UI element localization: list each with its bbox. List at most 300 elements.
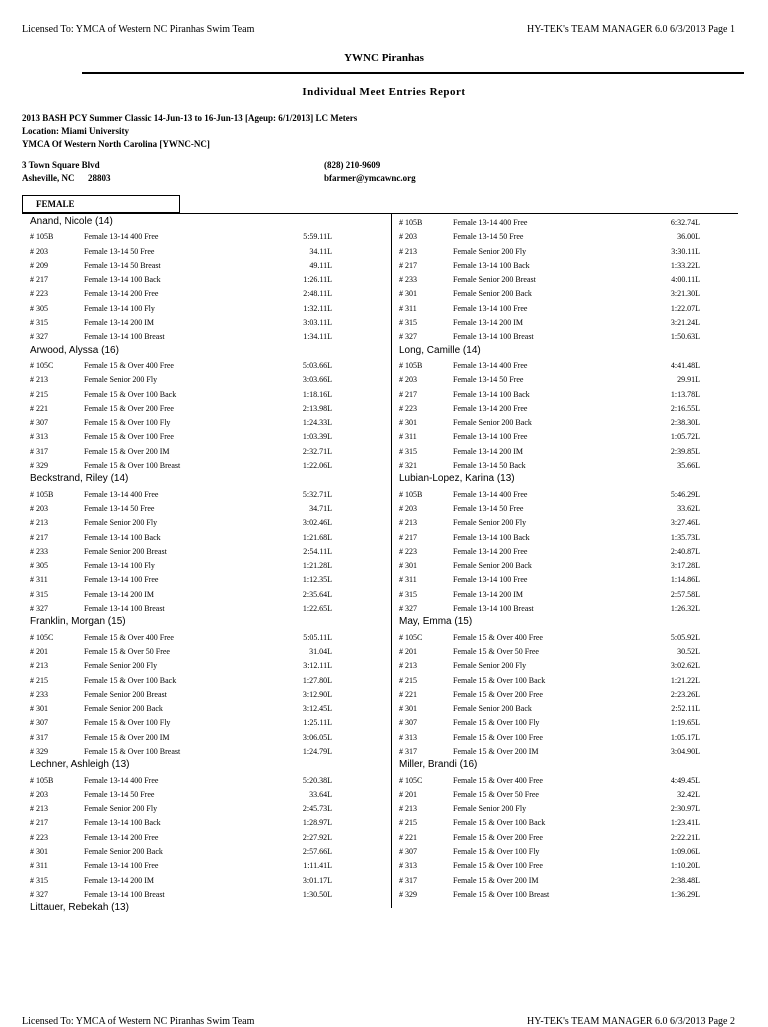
event-number: # 305: [30, 303, 48, 313]
entry-time: 2:32.71L: [302, 446, 332, 456]
event-name: Female 13-14 200 IM: [84, 589, 154, 599]
event-number: # 203: [399, 375, 417, 385]
event-number: # 301: [399, 289, 417, 299]
entry-time: 1:19.65L: [670, 718, 700, 728]
team-name: YWNC Piranhas: [344, 52, 424, 64]
swimmer-name: May, Emma (15): [399, 616, 473, 628]
entry-time: 1:18.16L: [302, 389, 332, 399]
event-name: Female 13-14 200 IM: [453, 446, 523, 456]
entry-row: [22, 859, 332, 873]
event-name: Female 13-14 200 Free: [453, 403, 528, 413]
event-number: # 203: [30, 246, 48, 256]
entry-time: 1:35.73L: [670, 532, 700, 542]
entry-row: [391, 631, 700, 645]
event-name: Female 13-14 50 Back: [453, 461, 526, 471]
event-number: # 233: [30, 546, 48, 556]
entry-time: 1:21.22L: [670, 675, 700, 685]
entry-time: 2:22.21L: [670, 832, 700, 842]
event-name: Female 15 & Over 200 IM: [84, 446, 170, 456]
entry-row: [22, 302, 332, 316]
event-number: # 327: [30, 889, 48, 899]
event-name: Female Senior 200 Back: [84, 847, 163, 857]
entry-time: 5:46.29L: [670, 489, 700, 499]
swimmer-name: Franklin, Morgan (15): [30, 616, 126, 628]
entry-time: 1:14.86L: [670, 575, 700, 585]
entry-time: 3:06.05L: [302, 732, 332, 742]
event-name: Female 15 & Over 200 Free: [84, 403, 174, 413]
entry-row: [22, 287, 332, 301]
swimmer-name: Miller, Brandi (16): [399, 759, 478, 771]
event-number: # 233: [30, 689, 48, 699]
event-name: Female 15 & Over 100 Back: [84, 675, 177, 685]
entry-row: [22, 845, 332, 859]
entry-time: 31.04L: [309, 646, 332, 656]
entry-time: 3:03.66L: [302, 375, 332, 385]
event-name: Female 13-14 200 IM: [84, 875, 154, 885]
event-number: # 105C: [30, 632, 54, 642]
entry-time: 2:48.11L: [303, 289, 332, 299]
event-number: # 311: [399, 303, 417, 313]
entry-time: 2:16.55L: [670, 403, 700, 413]
event-name: Female 13-14 400 Free: [84, 232, 159, 242]
entry-row: [22, 245, 332, 259]
entry-row: [391, 888, 700, 902]
entry-row: [391, 859, 700, 873]
entry-time: 2:39.85L: [670, 446, 700, 456]
entry-time: 2:13.98L: [302, 403, 332, 413]
entry-time: 5:05.11L: [303, 632, 332, 642]
event-number: # 327: [30, 332, 48, 342]
entry-time: 1:05.72L: [670, 432, 700, 442]
event-number: # 221: [399, 832, 417, 842]
event-name: Female Senior 200 Back: [453, 561, 532, 571]
entry-time: 2:35.64L: [302, 589, 332, 599]
event-name: Female Senior 200 Breast: [84, 689, 167, 699]
event-number: # 215: [30, 389, 48, 399]
event-name: Female Senior 200 Fly: [453, 246, 527, 256]
entry-row: [391, 445, 700, 459]
entry-time: 3:27.46L: [670, 518, 700, 528]
event-number: # 315: [399, 446, 417, 456]
event-name: Female 15 & Over 400 Free: [453, 775, 543, 785]
header-license: Licensed To: YMCA of Western NC Piranhas Swim Team: [22, 24, 255, 35]
entry-time: 1:05.17L: [670, 732, 700, 742]
event-number: # 203: [399, 232, 417, 242]
entry-row: [22, 716, 332, 730]
entry-row: [22, 502, 332, 516]
event-name: Female 13-14 100 Breast: [84, 889, 165, 899]
event-number: # 307: [399, 847, 417, 857]
event-name: Female 15 & Over 400 Free: [453, 632, 543, 642]
entry-time: 1:23.41L: [670, 818, 700, 828]
entry-row: [391, 831, 700, 845]
swimmer-header: [391, 759, 700, 773]
entry-time: 2:23.26L: [670, 689, 700, 699]
entry-time: 5:03.66L: [302, 360, 332, 370]
event-number: # 301: [399, 704, 417, 714]
entry-time: 1:33.22L: [670, 260, 700, 270]
event-number: # 201: [399, 789, 417, 799]
entry-time: 2:27.92L: [302, 832, 332, 842]
event-number: # 217: [399, 532, 417, 542]
entry-row: [22, 573, 332, 587]
event-name: Female 13-14 100 Free: [84, 861, 159, 871]
entry-time: 3:03.11L: [303, 318, 332, 328]
event-name: Female 15 & Over 100 Fly: [453, 718, 540, 728]
entry-time: 1:11.41L: [303, 861, 332, 871]
entry-time: 5:32.71L: [302, 489, 332, 499]
event-number: # 315: [30, 318, 48, 328]
entry-row: [22, 445, 332, 459]
entry-time: 5:59.11L: [303, 232, 332, 242]
event-number: # 217: [30, 818, 48, 828]
event-number: # 311: [30, 861, 48, 871]
event-number: # 317: [399, 875, 417, 885]
entry-row: [22, 659, 332, 673]
event-number: # 213: [399, 518, 417, 528]
event-name: Female Senior 200 Fly: [84, 375, 158, 385]
entry-time: 1:22.07L: [670, 303, 700, 313]
entry-row: [22, 330, 332, 344]
entry-time: 32.42L: [677, 789, 700, 799]
entry-row: [22, 888, 332, 902]
entry-time: 2:57.58L: [670, 589, 700, 599]
event-name: Female 13-14 100 Free: [453, 432, 528, 442]
entry-time: 2:57.66L: [302, 847, 332, 857]
event-number: # 105C: [399, 632, 423, 642]
event-name: Female 13-14 200 Free: [453, 546, 528, 556]
entry-row: [391, 559, 700, 573]
event-name: Female 15 & Over 50 Free: [84, 646, 170, 656]
entry-row: [391, 287, 700, 301]
event-name: Female 15 & Over 50 Free: [453, 646, 539, 656]
entry-row: [391, 230, 700, 244]
event-number: # 313: [399, 732, 417, 742]
entry-row: [391, 745, 700, 759]
event-name: Female Senior 200 Back: [453, 418, 532, 428]
event-number: # 201: [30, 646, 48, 656]
event-name: Female 13-14 100 Back: [453, 389, 530, 399]
event-name: Female Senior 200 Back: [453, 704, 532, 714]
event-name: Female 13-14 200 IM: [453, 318, 523, 328]
event-name: Female Senior 200 Fly: [453, 518, 527, 528]
event-name: Female Senior 200 Fly: [84, 804, 158, 814]
event-name: Female 13-14 100 Breast: [84, 604, 165, 614]
event-number: # 315: [30, 589, 48, 599]
event-number: # 213: [30, 804, 48, 814]
entry-row: [22, 645, 332, 659]
event-number: # 317: [30, 732, 48, 742]
entry-time: 1:12.35L: [302, 575, 332, 585]
event-number: # 321: [399, 461, 417, 471]
swimmer-name: Littauer, Rebekah (13): [30, 902, 129, 914]
entry-row: [22, 688, 332, 702]
event-name: Female 13-14 100 Back: [84, 275, 161, 285]
entry-row: [22, 745, 332, 759]
entry-time: 1:26.11L: [303, 275, 332, 285]
entry-time: 1:28.97L: [302, 818, 332, 828]
entry-time: 3:02.46L: [302, 518, 332, 528]
swimmer-header: [391, 345, 700, 359]
event-number: # 317: [30, 446, 48, 456]
event-name: Female 13-14 100 Fly: [84, 561, 155, 571]
event-name: Female 13-14 400 Free: [84, 489, 159, 499]
event-number: # 327: [30, 604, 48, 614]
address-city: Asheville, NC 28803: [22, 173, 111, 183]
swimmer-name: Lechner, Ashleigh (13): [30, 759, 130, 771]
entry-row: [22, 874, 332, 888]
event-number: # 315: [30, 875, 48, 885]
event-number: # 311: [30, 575, 48, 585]
event-name: Female 15 & Over 100 Free: [453, 732, 543, 742]
entry-time: 1:24.33L: [302, 418, 332, 428]
event-name: Female 15 & Over 200 Free: [453, 832, 543, 842]
entry-row: [391, 488, 700, 502]
entry-time: 34.71L: [309, 503, 332, 513]
event-number: # 213: [30, 661, 48, 671]
event-name: Female 15 & Over 100 Breast: [453, 889, 550, 899]
event-number: # 215: [30, 675, 48, 685]
left-column: [22, 216, 332, 917]
section-separator: [22, 213, 738, 214]
event-name: Female 15 & Over 100 Breast: [84, 746, 181, 756]
swimmer-name: Long, Camille (14): [399, 344, 481, 356]
event-number: # 209: [30, 260, 48, 270]
event-name: Female 15 & Over 100 Back: [453, 818, 546, 828]
entry-time: 34.11L: [309, 246, 332, 256]
event-name: Female 15 & Over 100 Fly: [84, 718, 171, 728]
entry-time: 2:54.11L: [303, 546, 332, 556]
event-number: # 221: [399, 689, 417, 699]
entry-time: 1:03.39L: [302, 432, 332, 442]
entry-row: [22, 402, 332, 416]
entry-row: [22, 359, 332, 373]
entry-time: 1:24.79L: [302, 746, 332, 756]
entry-time: 1:36.29L: [670, 889, 700, 899]
entry-time: 1:21.68L: [302, 532, 332, 542]
event-number: # 213: [30, 518, 48, 528]
event-number: # 301: [399, 418, 417, 428]
entry-time: 1:27.80L: [302, 675, 332, 685]
event-number: # 213: [30, 375, 48, 385]
swimmer-name: Beckstrand, Riley (14): [30, 473, 129, 485]
entry-row: [22, 259, 332, 273]
event-name: Female 13-14 200 Free: [84, 832, 159, 842]
event-number: # 329: [30, 461, 48, 471]
entry-time: 3:01.17L: [302, 875, 332, 885]
entry-row: [22, 230, 332, 244]
event-name: Female 13-14 50 Free: [84, 503, 155, 513]
entry-row: [391, 688, 700, 702]
entry-row: [22, 545, 332, 559]
event-number: # 315: [399, 589, 417, 599]
event-number: # 217: [30, 275, 48, 285]
entry-row: [22, 559, 332, 573]
event-number: # 301: [30, 704, 48, 714]
event-number: # 313: [399, 861, 417, 871]
swimmer-header: [22, 216, 332, 230]
event-number: # 213: [399, 246, 417, 256]
entry-row: [22, 674, 332, 688]
team-address: [22, 159, 111, 185]
entry-time: 29.91L: [677, 375, 700, 385]
event-name: Female 13-14 400 Free: [84, 775, 159, 785]
event-number: # 223: [399, 403, 417, 413]
event-name: Female 13-14 100 Fly: [84, 303, 155, 313]
entry-row: [391, 659, 700, 673]
swimmer-name: Arwood, Alyssa (16): [30, 344, 119, 356]
entry-row: [22, 774, 332, 788]
event-number: # 105C: [30, 360, 54, 370]
event-number: # 329: [399, 889, 417, 899]
swimmer-header: [22, 473, 332, 487]
entry-time: 1:50.63L: [670, 332, 700, 342]
entry-row: [391, 359, 700, 373]
event-number: # 311: [399, 432, 417, 442]
event-name: Female 15 & Over 200 IM: [453, 875, 539, 885]
event-name: Female 13-14 100 Back: [84, 818, 161, 828]
entry-row: [391, 502, 700, 516]
entry-time: 4:49.45L: [670, 775, 700, 785]
entry-row: [22, 316, 332, 330]
event-name: Female 13-14 50 Free: [84, 246, 155, 256]
entry-row: [22, 702, 332, 716]
entry-row: [22, 802, 332, 816]
event-number: # 307: [30, 718, 48, 728]
swimmer-name: Anand, Nicole (14): [30, 216, 113, 227]
event-name: Female 13-14 100 Free: [84, 575, 159, 585]
event-name: Female 13-14 100 Breast: [453, 332, 534, 342]
entry-time: 3:02.62L: [670, 661, 700, 671]
event-number: # 213: [399, 661, 417, 671]
report-title: Individual Meet Entries Report: [302, 86, 466, 98]
meet-location: Location: Miami University: [22, 126, 129, 136]
entry-time: 5:20.38L: [302, 775, 332, 785]
event-number: # 317: [399, 746, 417, 756]
swimmer-header: [22, 759, 332, 773]
entry-row: [22, 516, 332, 530]
entry-row: [391, 674, 700, 688]
event-number: # 215: [399, 675, 417, 685]
entry-row: [391, 531, 700, 545]
event-name: Female 13-14 100 Free: [453, 303, 528, 313]
event-name: Female 13-14 50 Free: [453, 503, 524, 513]
entry-row: [391, 302, 700, 316]
swimmer-header: [391, 616, 700, 630]
event-name: Female Senior 200 Fly: [453, 804, 527, 814]
header-rule: [82, 72, 744, 74]
event-name: Female 15 & Over 100 Fly: [84, 418, 171, 428]
entry-time: 1:09.06L: [670, 847, 700, 857]
entry-row: [22, 731, 332, 745]
entry-row: [391, 373, 700, 387]
entry-time: 2:38.30L: [670, 418, 700, 428]
entry-time: 2:40.87L: [670, 546, 700, 556]
entry-time: 3:12.90L: [302, 689, 332, 699]
meet-line-1: 2013 BASH PCY Summer Classic 14-Jun-13 to 16-Jun-13 [Ageup: 6/1/2013] LC Meters: [22, 113, 358, 123]
footer-software: HY-TEK's TEAM MANAGER 6.0 6/3/2013 Page 2: [527, 1016, 735, 1027]
entry-time: 3:21.30L: [670, 289, 700, 299]
entry-row: [22, 602, 332, 616]
entry-time: 1:10.20L: [670, 861, 700, 871]
entry-time: 3:21.24L: [670, 318, 700, 328]
entry-row: [391, 788, 700, 802]
entry-time: 3:12.45L: [302, 704, 332, 714]
event-number: # 105B: [399, 218, 423, 227]
entry-row: [391, 330, 700, 344]
event-name: Female Senior 200 Breast: [453, 275, 536, 285]
entry-row: [391, 645, 700, 659]
event-number: # 305: [30, 561, 48, 571]
event-name: Female 15 & Over 100 Back: [453, 675, 546, 685]
entry-time: 3:30.11L: [671, 246, 700, 256]
event-name: Female 15 & Over 200 IM: [84, 732, 170, 742]
entry-row: [391, 573, 700, 587]
swimmer-header: [391, 473, 700, 487]
event-number: # 105C: [399, 775, 423, 785]
entry-time: 4:00.11L: [671, 275, 700, 285]
event-number: # 233: [399, 275, 417, 285]
event-number: # 105B: [30, 489, 54, 499]
entry-row: [22, 430, 332, 444]
entry-row: [391, 402, 700, 416]
event-name: Female 13-14 400 Free: [453, 489, 528, 499]
right-column: [391, 216, 700, 902]
event-number: # 217: [399, 260, 417, 270]
event-number: # 203: [399, 503, 417, 513]
entry-time: 3:12.11L: [303, 661, 332, 671]
event-number: # 201: [399, 646, 417, 656]
entry-row: [391, 430, 700, 444]
event-name: Female 13-14 100 Free: [453, 575, 528, 585]
swimmer-header: [22, 616, 332, 630]
event-number: # 221: [30, 403, 48, 413]
entry-time: 1:21.28L: [302, 561, 332, 571]
event-number: # 105B: [399, 489, 423, 499]
event-number: # 315: [399, 318, 417, 328]
entry-row: [391, 845, 700, 859]
event-number: # 301: [30, 847, 48, 857]
entry-time: 49.11L: [309, 260, 332, 270]
entry-row: [391, 602, 700, 616]
entry-row: [391, 816, 700, 830]
event-number: # 105B: [30, 775, 54, 785]
swimmer-name: Lubian-Lopez, Karina (13): [399, 473, 515, 485]
event-name: Female 13-14 400 Free: [453, 360, 528, 370]
entry-row: [22, 488, 332, 502]
entry-row: [391, 774, 700, 788]
event-number: # 217: [30, 532, 48, 542]
event-number: # 213: [399, 804, 417, 814]
entry-row: [391, 459, 700, 473]
event-number: # 215: [399, 818, 417, 828]
event-name: Female 15 & Over 100 Free: [84, 432, 174, 442]
event-name: Female 13-14 100 Breast: [84, 332, 165, 342]
event-name: Female 15 & Over 200 IM: [453, 746, 539, 756]
entry-time: 1:22.65L: [302, 604, 332, 614]
entry-time: 3:04.90L: [670, 746, 700, 756]
event-name: Female Senior 200 Fly: [84, 518, 158, 528]
entry-row: [22, 416, 332, 430]
event-name: Female Senior 200 Breast: [84, 546, 167, 556]
event-number: # 307: [399, 718, 417, 728]
swimmer-header: [22, 902, 332, 916]
event-name: Female Senior 200 Back: [453, 289, 532, 299]
entry-time: 2:52.11L: [671, 704, 700, 714]
entry-row: [391, 716, 700, 730]
meet-team: YMCA Of Western North Carolina [YWNC-NC]: [22, 139, 210, 149]
event-number: # 217: [399, 389, 417, 399]
